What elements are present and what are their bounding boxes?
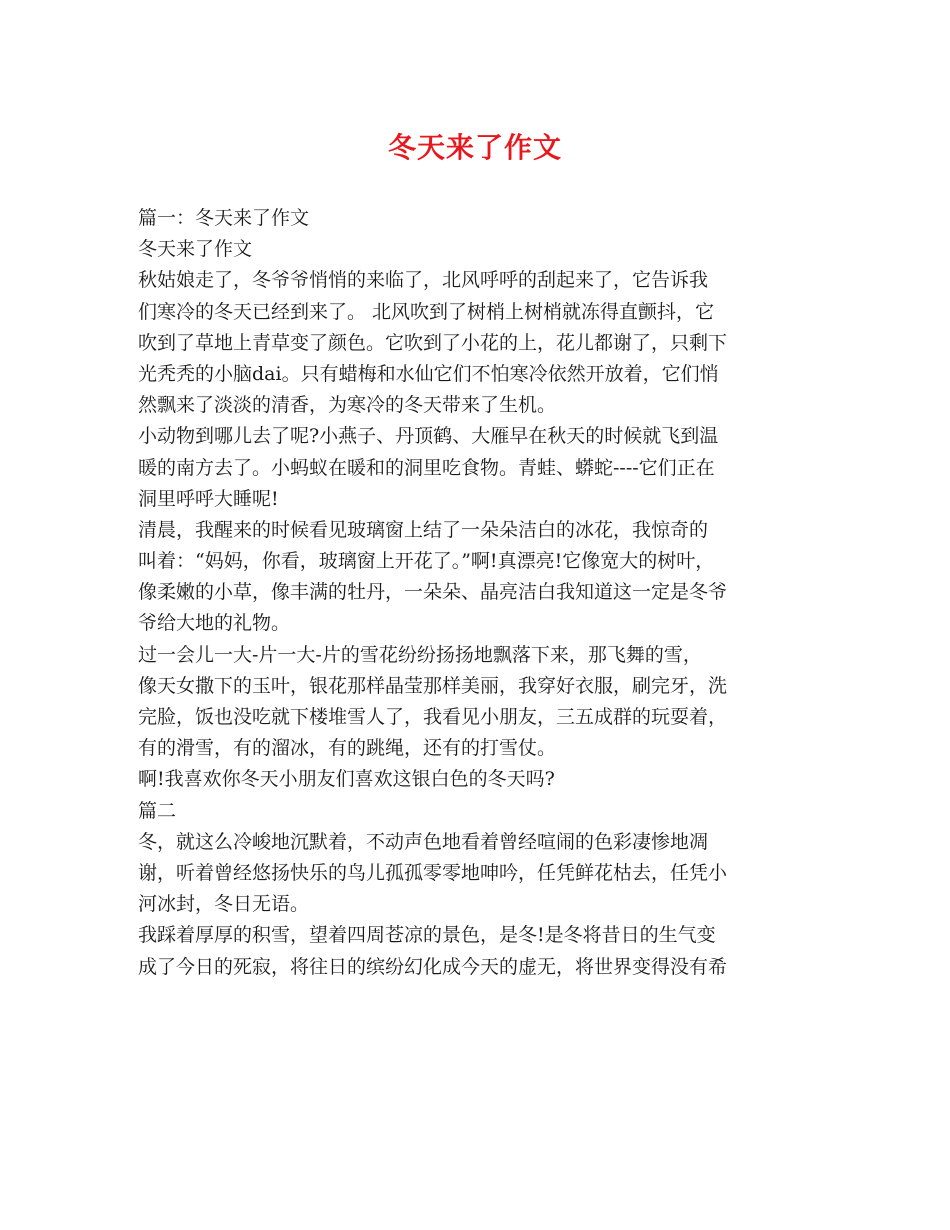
text-line: 冬天来了作文 bbox=[138, 238, 253, 261]
text-line: 然飘来了淡淡的清香，为寒冷的冬天带来了生机。 bbox=[138, 394, 557, 417]
text-line: 我踩着厚厚的积雪，望着四周苍凉的景色，是冬!是冬将昔日的生气变 bbox=[138, 924, 716, 947]
text-line: 河冰封，冬日无语。 bbox=[138, 893, 310, 916]
text-line: 谢，听着曾经悠扬快乐的鸟儿孤孤零零地呻吟，任凭鲜花枯去，任凭小 bbox=[138, 861, 728, 884]
text-line: 暖的南方去了。小蚂蚁在暖和的洞里吃食物。青蛙、蟒蛇----它们正在 bbox=[138, 456, 715, 479]
text-line: 过一会儿一大-片一大-片的雪花纷纷扬扬地飘落下来，那飞舞的雪， bbox=[138, 643, 702, 666]
text-line: 秋姑娘走了，冬爷爷悄悄的来临了，北风呼呼的刮起来了，它告诉我 bbox=[138, 269, 709, 292]
text-line: 篇二 bbox=[138, 799, 177, 822]
text-line: 冬，就这么冷峻地沉默着，不动声色地看着曾经喧闹的色彩凄惨地凋 bbox=[138, 830, 709, 853]
text-line: 爷给大地的礼物。 bbox=[138, 612, 291, 635]
text-line: 洞里呼呼大睡呢! bbox=[138, 487, 279, 510]
text-line: 完脸，饭也没吃就下楼堆雪人了，我看见小朋友，三五成群的玩耍着， bbox=[138, 706, 728, 728]
text-line: 叫着：“妈妈，你看，玻璃窗上开花了。”啊!真漂亮!它像宽大的树叶， bbox=[138, 550, 715, 573]
text-line: 篇一：冬天来了作文 bbox=[138, 207, 310, 229]
text-line: 光秃秃的小脑dai。只有蜡梅和水仙它们不怕寒冷依然开放着，它们悄 bbox=[138, 362, 719, 385]
document-title: 冬天来了作文 bbox=[387, 131, 562, 164]
text-line: 清晨，我醒来的时候看见玻璃窗上结了一朵朵洁白的冰花，我惊奇的 bbox=[138, 518, 709, 541]
text-line: 们寒冷的冬天已经到来了。 北风吹到了树梢上树梢就冻得直颤抖，它 bbox=[138, 300, 715, 323]
text-line: 成了今日的死寂，将往日的缤纷幻化成今天的虚无，将世界变得没有希 bbox=[138, 955, 728, 978]
text-line: 吹到了草地上青草变了颜色。它吹到了小花的上，花儿都谢了，只剩下 bbox=[138, 331, 728, 354]
text-line: 小动物到哪儿去了呢?小燕子、丹顶鹤、大雁早在秋天的时候就飞到温 bbox=[138, 425, 719, 448]
text-line: 啊!我喜欢你冬天小朋友们喜欢这银白色的冬天吗? bbox=[138, 768, 555, 791]
text-line: 像天女撒下的玉叶，银花那样晶莹那样美丽，我穿好衣服，刷完牙，洗 bbox=[138, 674, 728, 697]
document-body bbox=[138, 203, 828, 983]
text-line: 有的滑雪，有的溜冰，有的跳绳，还有的打雪仗。 bbox=[138, 737, 557, 760]
text-line: 像柔嫩的小草，像丰满的牡丹，一朵朵、晶亮洁白我知道这一定是冬爷 bbox=[138, 581, 728, 604]
